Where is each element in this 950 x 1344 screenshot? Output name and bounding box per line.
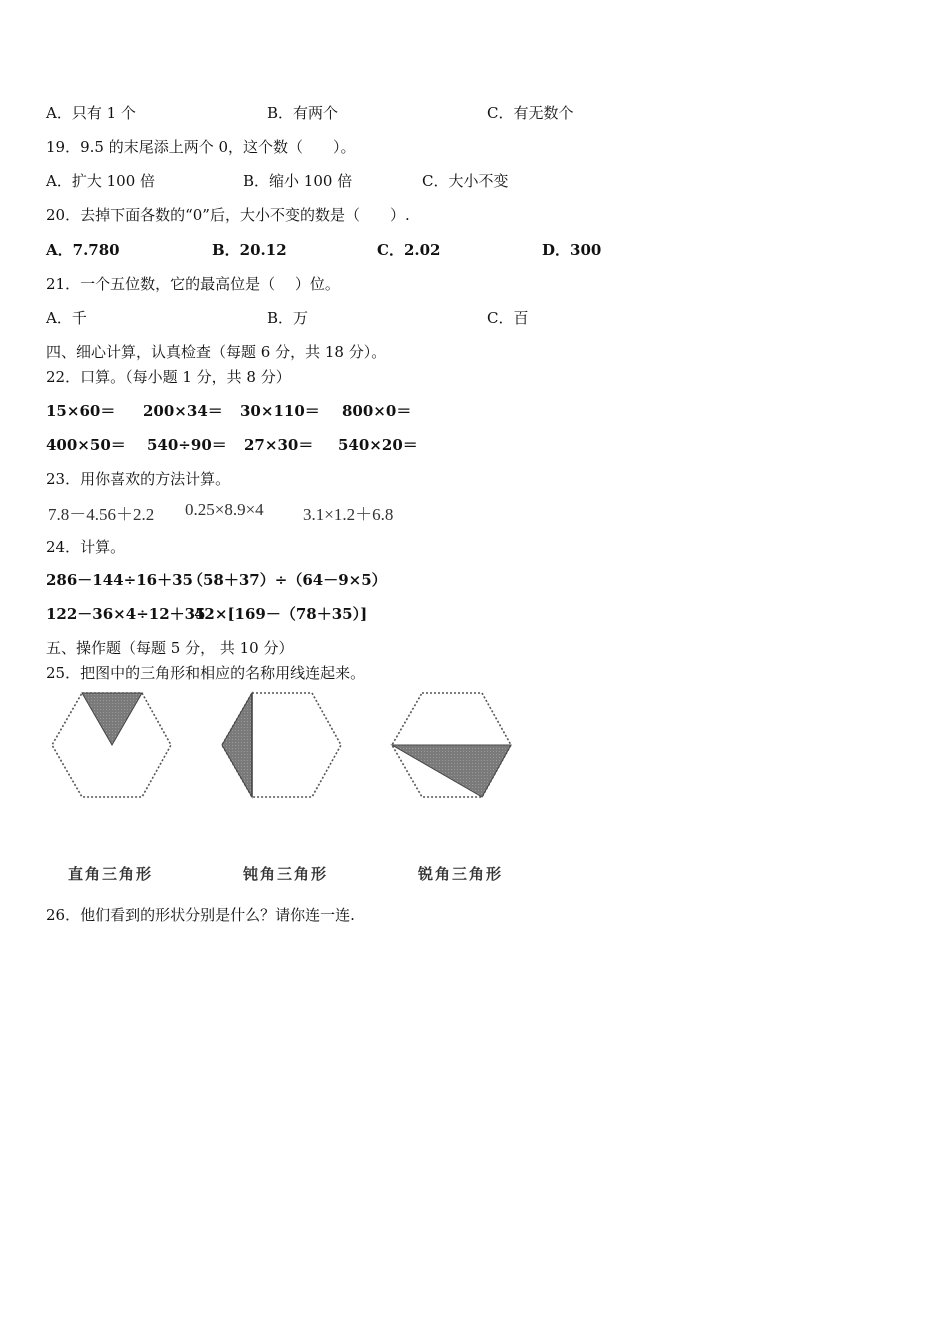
q20-option-a: A．7.780 <box>46 241 120 259</box>
q20-option-c: C．2.02 <box>377 241 441 259</box>
q23-stem: 23．用你喜欢的方法计算。 <box>46 470 231 488</box>
q24-expr: （58＋37）÷（64－9×5） <box>188 571 387 589</box>
q22-item: 800×0＝ <box>342 402 412 420</box>
q22-item: 540×20＝ <box>338 436 418 454</box>
q22-item: 540÷90＝ <box>147 436 227 454</box>
section4-title: 四、细心计算，认真检查（每题 6 分，共 18 分）。 <box>46 343 387 361</box>
q25-figures <box>40 685 540 895</box>
q20-option-b: B．20.12 <box>212 241 287 259</box>
label-acute-triangle: 锐角三角形 <box>418 865 504 883</box>
q23-expr: 3.1×1.2＋6.8 <box>303 505 394 524</box>
q22-row1 <box>46 400 546 420</box>
q21-option-c: C．百 <box>487 309 529 327</box>
q23-expr: 0.25×8.9×4 <box>185 500 264 519</box>
q22-item: 200×34＝ <box>143 402 223 420</box>
q21-option-a: A．千 <box>46 309 87 327</box>
q20-stem: 20．去掉下面各数的“0”后，大小不变的数是（ ）. <box>46 206 410 224</box>
hexagon-figures <box>40 685 540 815</box>
q25-stem: 25．把图中的三角形和相应的名称用线连起来。 <box>46 664 366 682</box>
q23-expr: 7.8－4.56＋2.2 <box>48 505 155 524</box>
q24-expr: 42×[169－（78＋35）] <box>194 605 368 623</box>
q24-stem: 24．计算。 <box>46 538 126 556</box>
q19-option-b: B．缩小 100 倍 <box>243 172 353 190</box>
q24-row2 <box>46 603 466 623</box>
q21-stem: 21．一个五位数，它的最高位是（ ）位。 <box>46 275 340 293</box>
q20-option-d: D．300 <box>542 241 602 259</box>
q19-option-c: C．大小不变 <box>422 172 509 190</box>
q19-option-a: A．扩大 100 倍 <box>46 172 155 190</box>
q26-stem: 26．他们看到的形状分别是什么？请你连一连. <box>46 906 355 924</box>
q22-stem: 22．口算。（每小题 1 分，共 8 分） <box>46 368 291 386</box>
q18-option-b: B．有两个 <box>267 104 339 122</box>
q23-expressions <box>48 500 468 522</box>
q18-option-a: A．只有 1 个 <box>46 104 136 122</box>
hexagon-acute-triangle <box>392 693 511 797</box>
hexagon-obtuse-triangle <box>222 693 341 797</box>
q22-row2 <box>46 434 546 454</box>
q22-item: 30×110＝ <box>240 402 320 420</box>
label-right-triangle: 直角三角形 <box>68 865 154 883</box>
q18-option-c: C．有无数个 <box>487 104 574 122</box>
hexagon-right-triangle <box>52 693 171 797</box>
q22-item: 15×60＝ <box>46 402 116 420</box>
q21-option-b: B．万 <box>267 309 309 327</box>
q24-expr: 286－144÷16＋35 <box>46 571 193 589</box>
q24-row1 <box>46 569 466 589</box>
q22-item: 27×30＝ <box>244 436 314 454</box>
label-obtuse-triangle: 钝角三角形 <box>243 865 329 883</box>
section5-title: 五、操作题（每题 5 分， 共 10 分） <box>46 639 294 657</box>
q22-item: 400×50＝ <box>46 436 126 454</box>
q24-expr: 122－36×4÷12＋35 <box>46 605 206 623</box>
q19-stem: 19．9.5 的末尾添上两个 0，这个数（ ）。 <box>46 138 356 156</box>
